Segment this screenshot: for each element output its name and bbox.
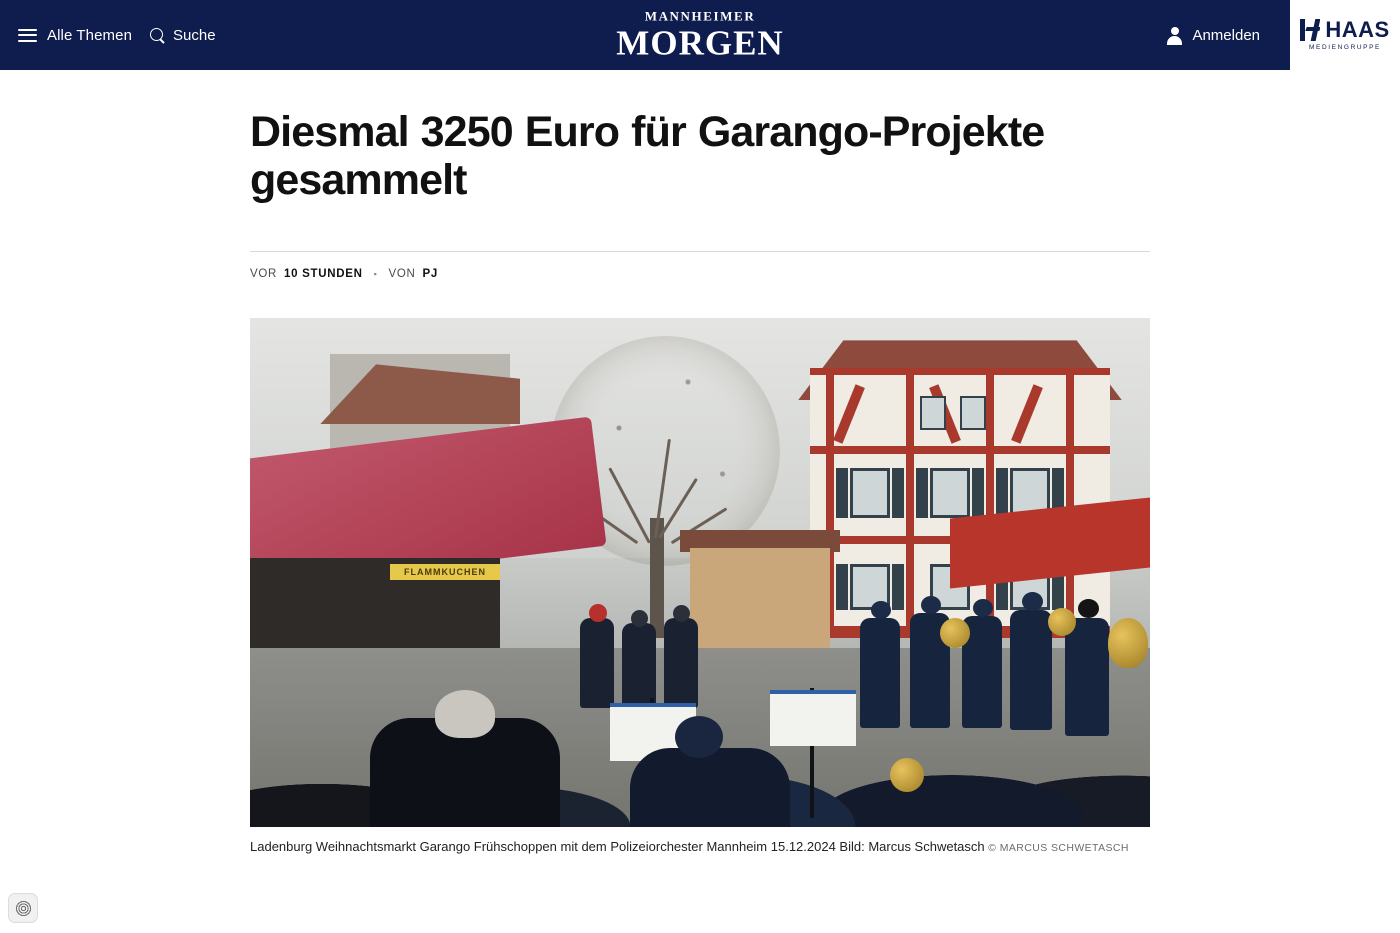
login-label: Anmelden <box>1192 26 1260 44</box>
image-foreground-musician <box>630 748 790 827</box>
meta-author-value: PJ <box>422 268 438 281</box>
header-right-group <box>1166 0 1400 70</box>
site-logo-main: MORGEN <box>616 23 784 63</box>
image-person <box>622 623 656 708</box>
article-figure <box>250 318 1150 857</box>
haas-wordmark: HAAS <box>1325 17 1390 42</box>
image-musician <box>1010 610 1052 730</box>
login-button[interactable] <box>1166 27 1260 44</box>
user-avatar-icon <box>1166 27 1183 44</box>
image-caption-text: Ladenburg Weihnachtsmarkt Garango Frühschoppen mit dem Polizeiorchester Mannheim 15.12.2024 Bild: Marcus Schwetasch <box>250 839 985 855</box>
image-stall-sign: FLAMMKUCHEN <box>390 564 500 580</box>
meta-author-label: VON <box>388 268 416 281</box>
image-sheet-music <box>770 690 856 746</box>
image-tuba-bell <box>1108 618 1148 668</box>
haas-mediengruppe-logo[interactable] <box>1290 0 1400 70</box>
site-logo[interactable] <box>616 10 783 61</box>
meta-time-label: VOR <box>250 268 278 281</box>
header-left-group <box>0 0 216 70</box>
search-icon[interactable] <box>150 28 165 43</box>
fingerprint-icon[interactable] <box>15 900 32 917</box>
meta-separator: ▪ <box>373 269 378 280</box>
image-musician <box>1065 618 1109 736</box>
image-person <box>664 618 698 708</box>
site-header <box>0 0 1400 70</box>
all-topics-label: Alle Themen <box>47 26 133 44</box>
meta-time-value: 10 STUNDEN <box>284 268 363 281</box>
image-musician <box>860 618 900 728</box>
article-meta <box>250 268 1150 280</box>
image-foreground-head <box>435 690 495 738</box>
image-caption-block <box>250 838 1150 857</box>
image-credit: © MARCUS SCHWETASCH <box>988 842 1129 855</box>
page-title: Diesmal 3250 Euro für Garango-Projekte gesammelt <box>250 108 1045 205</box>
haas-mark-icon <box>1300 19 1320 41</box>
article-container <box>250 70 1150 857</box>
hamburger-icon[interactable] <box>18 29 37 42</box>
privacy-settings-button[interactable] <box>8 893 38 923</box>
page-body <box>0 70 1400 933</box>
all-topics-button[interactable] <box>18 27 132 44</box>
site-logo-top: MANNHEIMER <box>644 8 756 24</box>
image-caption <box>250 838 1150 857</box>
divider <box>250 251 1150 252</box>
search-label: Suche <box>173 26 216 44</box>
article-image[interactable] <box>250 318 1150 827</box>
haas-logo-subtitle: MEDIENGRUPPE <box>1309 44 1381 51</box>
search-button[interactable] <box>150 27 216 44</box>
haas-logo-row <box>1300 19 1389 41</box>
image-person <box>580 618 614 708</box>
